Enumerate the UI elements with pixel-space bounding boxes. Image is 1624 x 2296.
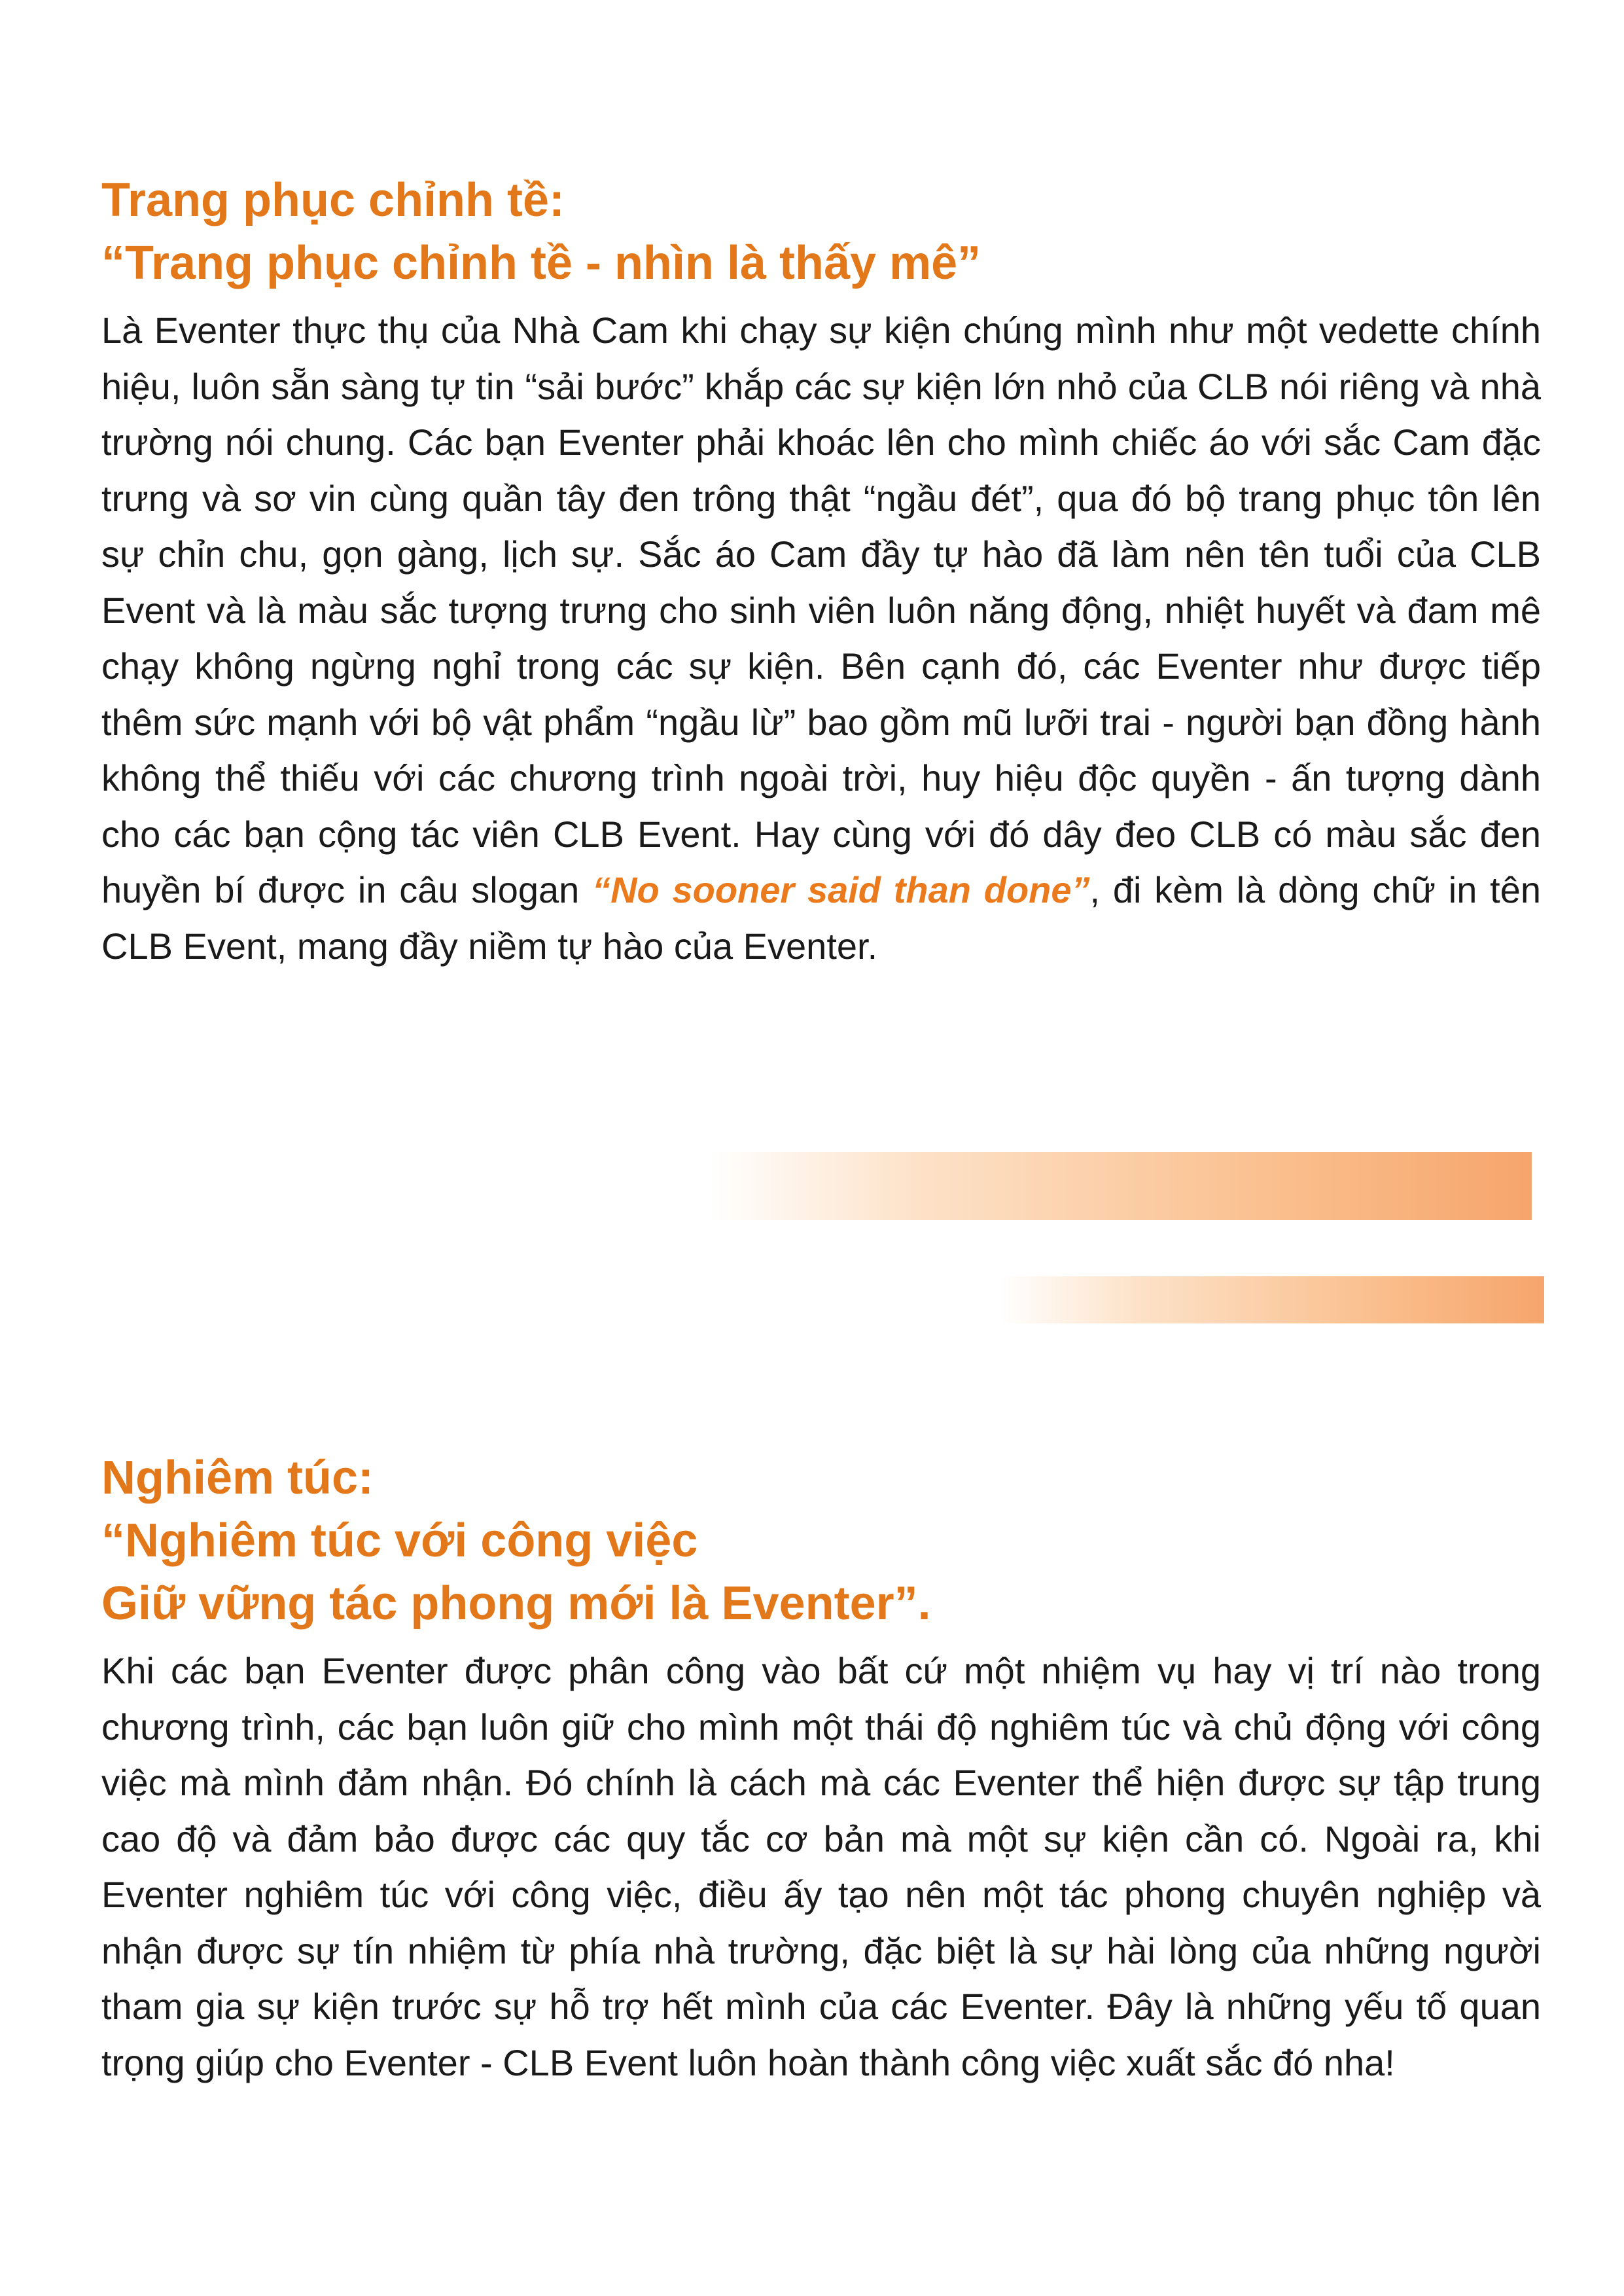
heading-line: Trang phục chỉnh tề: [101, 174, 565, 226]
body-paragraph [101, 302, 1541, 974]
heading-line: “Nghiêm túc với công việc [101, 1515, 698, 1567]
decorative-gradient-bar [1001, 1276, 1544, 1323]
section-nghiem-tuc [101, 1446, 1541, 2090]
body-text: , đi kèm là dòng chữ in tên CLB Event, mang đầy niềm tự hào của Eventer. [101, 869, 1541, 967]
slogan-text: “No sooner said than done” [592, 869, 1090, 910]
body-paragraph: Khi các bạn Eventer được phân công vào bất cứ một nhiệm vụ hay vị trí nào trong chương trình, các bạn luôn giữ cho mình một thái độ nghiêm túc và chủ động với công việc mà mình đảm nhận. Đó chính là cách mà các Eventer thể hiện được sự tập trung cao độ và đảm bảo được các quy tắc cơ bản mà một sự kiện cần có. Ngoài ra, khi Eventer nghiêm túc với công việc, điều ấy tạo nên một tác phong chuyên nghiệp và nhận được sự tín nhiệm từ phía nhà trường, đặc biệt là sự hài lòng của những người tham gia sự kiện trước sự hỗ trợ hết mình của các Eventer. Đây là những yếu tố quan trọng giúp cho Eventer - CLB Event luôn hoàn thành công việc xuất sắc đó nha! [101, 1650, 1541, 2083]
heading-line: Nghiêm túc: [101, 1452, 374, 1504]
body-text: Là Eventer thực thụ của Nhà Cam khi chạy sự kiện chúng mình như một vedette chính hiệu, luôn sẵn sàng tự tin “sải bước” khắp các sự kiện lớn nhỏ của CLB nói riêng và nhà trường nói chung. Các bạn Eventer phải khoác lên cho mình chiếc áo với sắc Cam đặc trưng và sơ vin cùng quần tây đen trông thật “ngầu đét”, qua đó bộ trang phục tôn lên sự chỉn chu, gọn gàng, lịch sự. Sắc áo Cam đầy tự hào đã làm nên tên tuổi của CLB Event và là màu sắc tượng trưng cho sinh viên luôn năng động, nhiệt huyết và đam mê chạy không ngừng nghỉ trong các sự kiện. Bên cạnh đó, các Eventer như được tiếp thêm sức mạnh với bộ vật phẩm “ngầu lừ” bao gồm mũ lưỡi trai - người bạn đồng hành không thể thiếu với các chương trình ngoài trời, huy hiệu độc quyền - ấn tượng dành cho các bạn cộng tác viên CLB Event. Hay cùng với đó dây đeo CLB có màu sắc đen huyền bí được in câu slogan [101, 310, 1541, 910]
heading-line: “Trang phục chỉnh tề - nhìn là thấy mê” [101, 237, 981, 289]
section-heading [101, 169, 1541, 295]
decorative-gradient-bar [710, 1152, 1532, 1220]
section-heading [101, 1446, 1541, 1635]
heading-line: Giữ vững tác phong mới là Eventer”. [101, 1577, 931, 1630]
section-trang-phuc [101, 169, 1541, 974]
